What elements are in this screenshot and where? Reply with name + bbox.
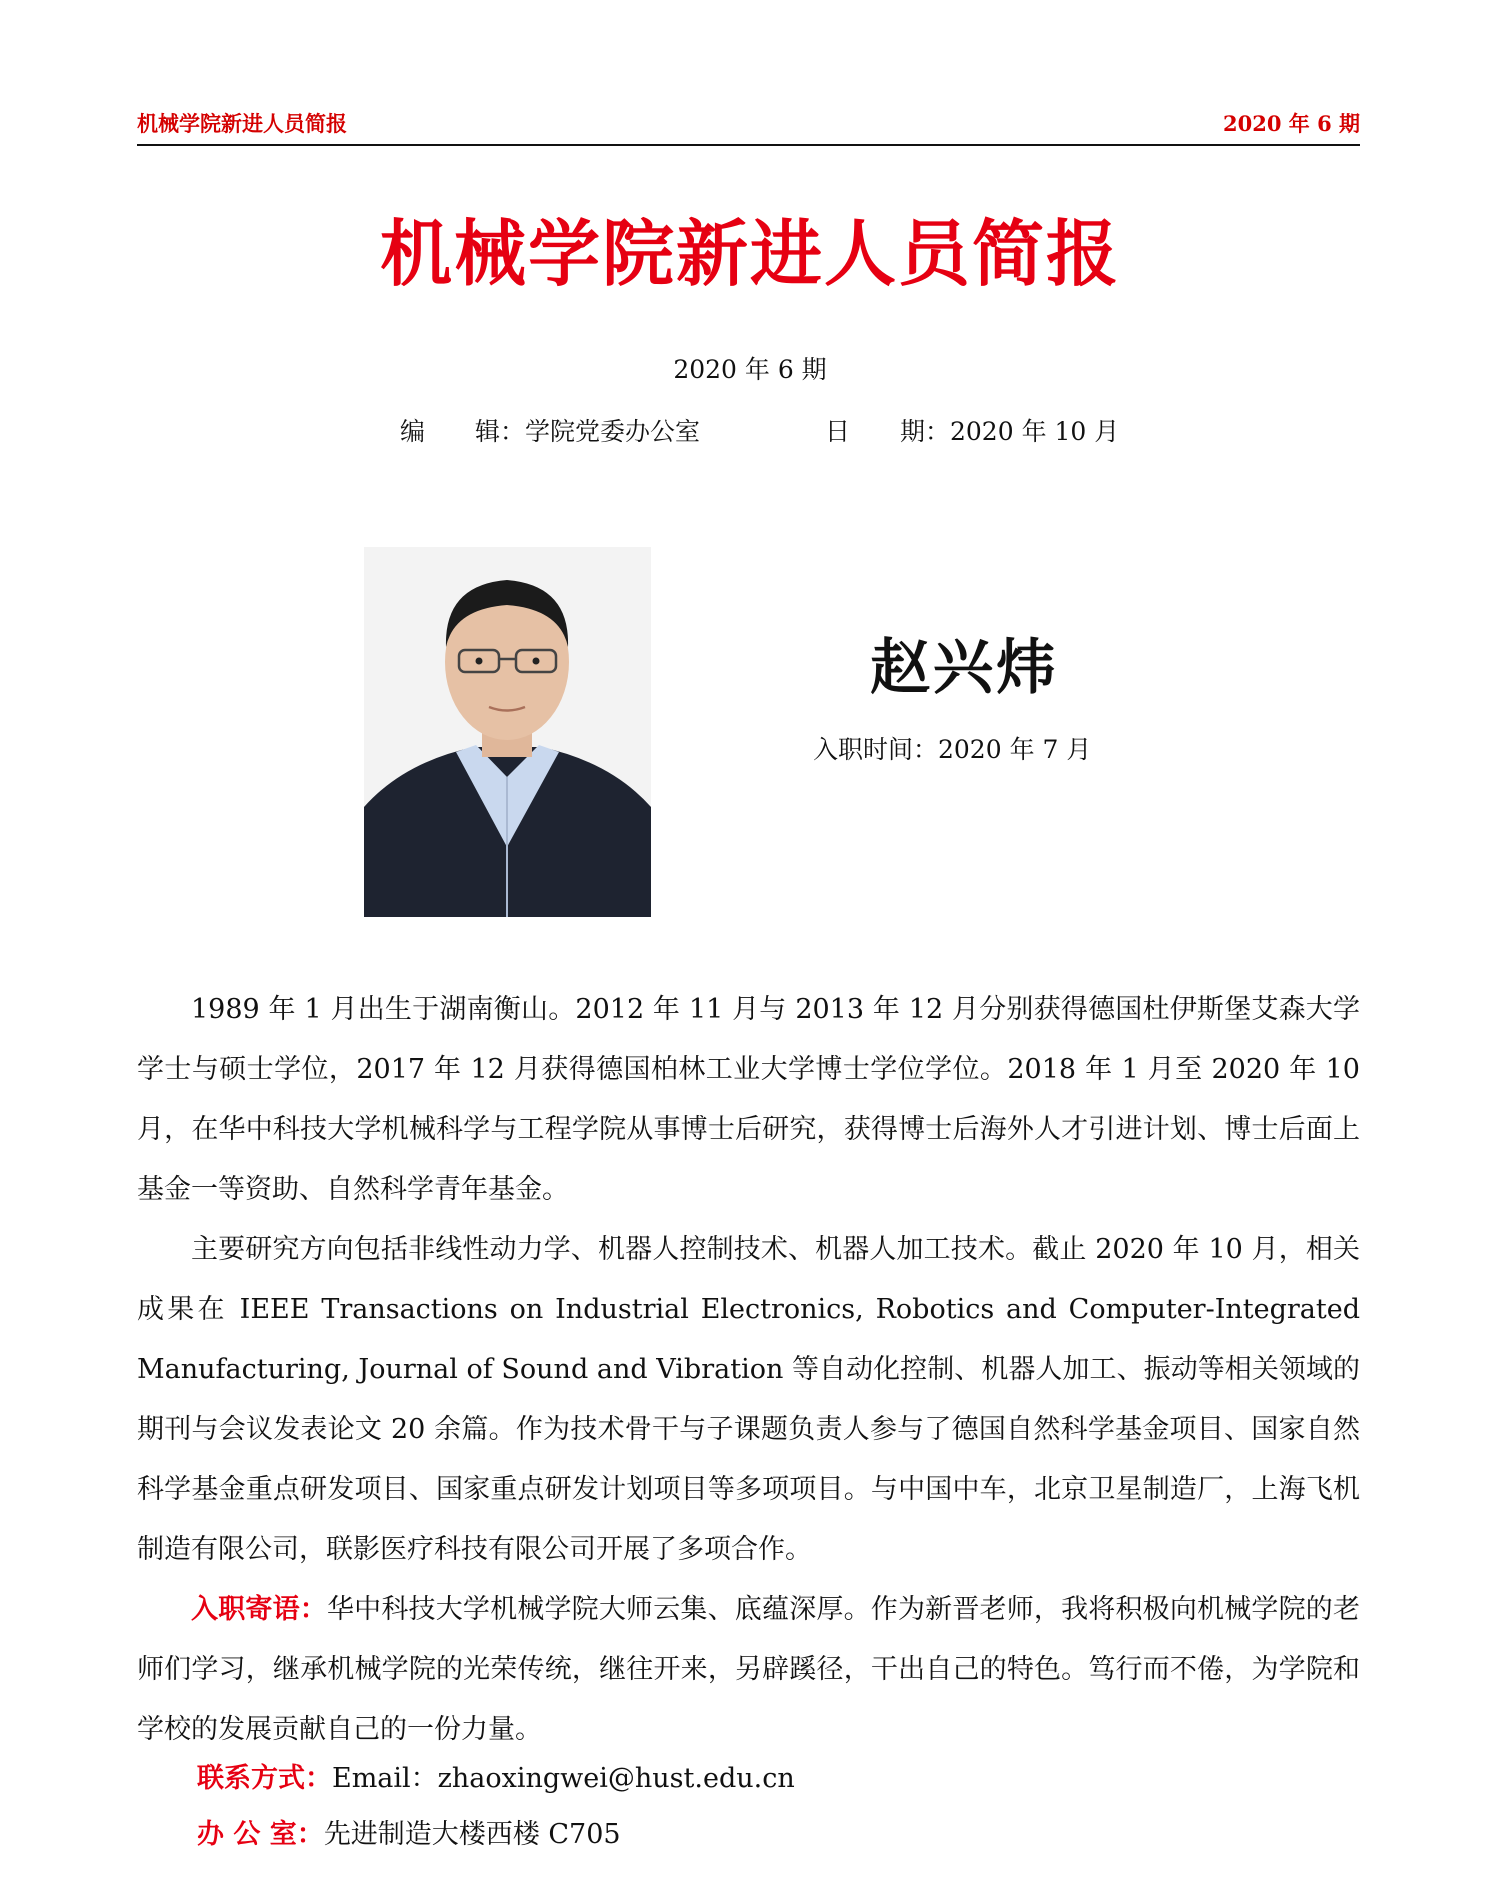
article-body [137, 980, 1360, 1760]
editor-line: 编 辑：学院党委办公室 [400, 417, 701, 446]
bio-paragraph: 1989 年 1 月出生于湖南衡山。2012 年 11 月与 2013 年 12 月分别获得德国杜伊斯堡艾森大学学士与硕士学位，2017 年 12 月获得德国柏林工业大学博士学位学位。2018 年 1 月至 2020 年 10 月，在华中科技大学机械科学与工程学院从事博士后研究，获得博士后海外人才引进计划、博士后面上基金一等资助、自然科学青年基金。 [137, 994, 1360, 1205]
join-date: 入职时间：2020 年 7 月 [813, 735, 1092, 764]
date-line: 日 期：2020 年 10 月 [825, 417, 1120, 446]
contact-email-label: 联系方式： [197, 1763, 332, 1794]
issue-number: 2020 年 6 期 [673, 355, 827, 384]
running-header-issue: 2020 年 6 期 [1223, 111, 1360, 136]
portrait-photo [364, 547, 651, 917]
message-label: 入职寄语： [191, 1594, 327, 1625]
running-header-title: 机械学院新进人员简报 [137, 111, 347, 136]
message-paragraph [137, 1580, 1360, 1760]
contact-email [197, 1756, 795, 1795]
email-value: Email：zhaoxingwei@hust.edu.cn [332, 1763, 795, 1794]
running-header [137, 108, 1360, 146]
contact-office [197, 1812, 621, 1851]
office-value: 先进制造大楼西楼 C705 [323, 1819, 621, 1850]
message-text: 华中科技大学机械学院大师云集、底蕴深厚。作为新晋老师，我将积极向机械学院的老师们学习，继承机械学院的光荣传统，继往开来，另辟蹊径，干出自己的特色。笃行而不倦，为学院和学校的发展贡献自己的一份力量。 [137, 1594, 1360, 1745]
contact-office-label: 办 公 室： [197, 1819, 324, 1850]
person-name: 赵兴炜 [870, 633, 1059, 703]
page-title: 机械学院新进人员简报 [379, 211, 1120, 296]
research-paragraph: 主要研究方向包括非线性动力学、机器人控制技术、机器人加工技术。截止 2020 年 10 月，相关成果在 IEEE Transactions on Industrial Electronics, Robotics and Computer-Integrated Manufacturing, Journal of Sound and Vibration 等自动化控制、机器人加工、振动等相关领域的期刊与会议发表论文 20 余篇。作为技术骨干与子课题负责人参与了德国自然科学基金项目、国家自然科学基金重点研发项目、国家重点研发计划项目等多项项目。与中国中车，北京卫星制造厂，上海飞机制造有限公司，联影医疗科技有限公司开展了多项合作。 [137, 1234, 1360, 1565]
